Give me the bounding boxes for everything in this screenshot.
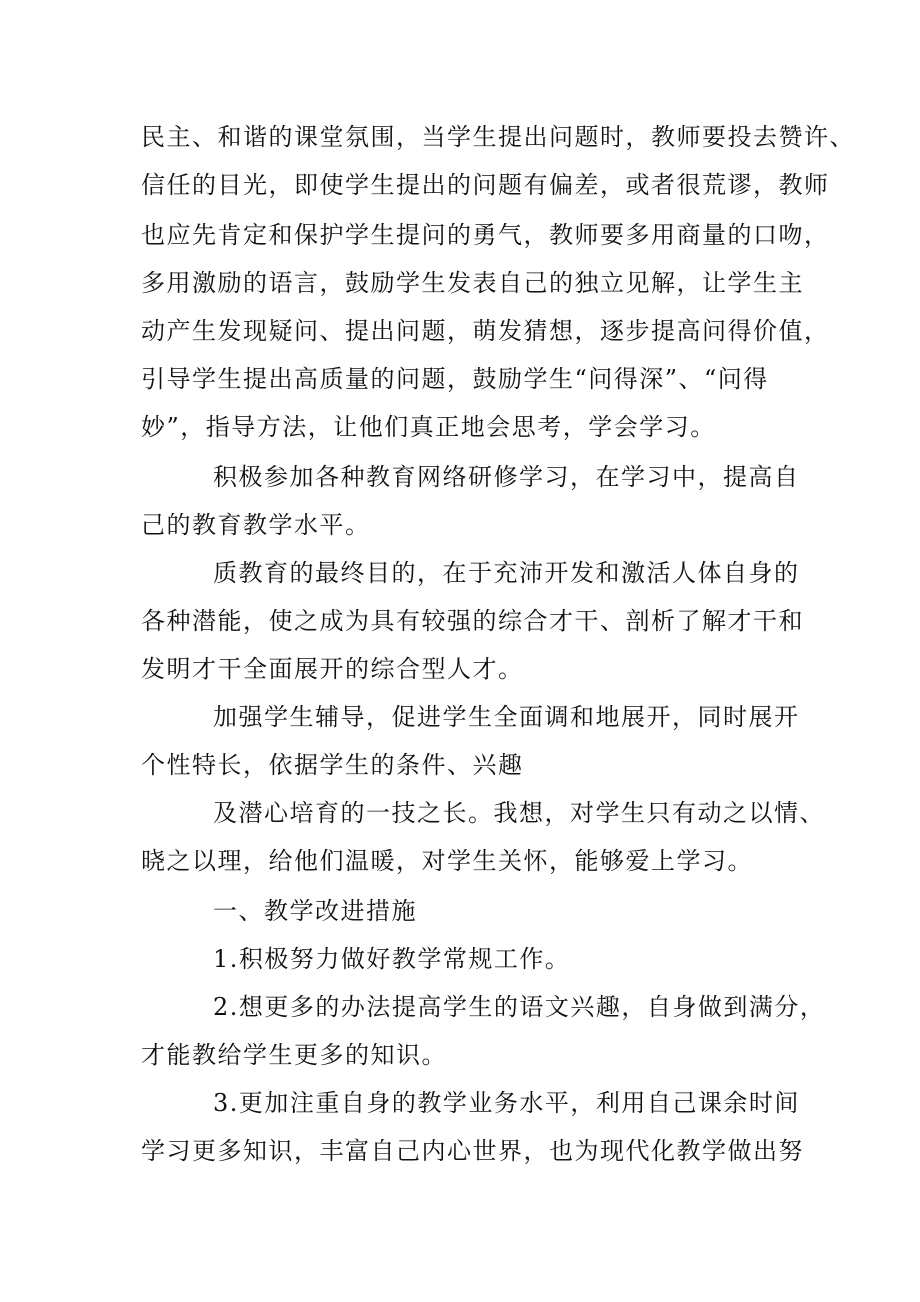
text-line: 妙”，指导方法，让他们真正地会思考，学会学习。 bbox=[141, 413, 716, 441]
text-line: 民主、和谐的课堂氛围，当学生提出问题时，教师要投去赞许、 bbox=[141, 123, 855, 151]
text-line: 个性特长，依据学生的条件、兴趣 bbox=[141, 751, 524, 779]
list-item-3: 3.更加注重自身的教学业务水平，利用自己课余时间 bbox=[213, 1089, 800, 1117]
list-item-1: 1.积极努力做好教学常规工作。 bbox=[213, 945, 571, 973]
paragraph-first-line: 积极参加各种教育网络研修学习，在学习中，提高自 bbox=[213, 463, 800, 491]
paragraph-first-line: 及潜心培育的一技之长。我想，对学生只有动之以情、 bbox=[213, 799, 825, 827]
text-line: 引导学生提出高质量的问题，鼓励学生“问得深”、“问得 bbox=[141, 365, 769, 393]
text-line: 信任的目光，即使学生提出的问题有偏差，或者很荒谬，教师 bbox=[141, 171, 830, 199]
text-line: 也应先肯定和保护学生提问的勇气，教师要多用商量的口吻， bbox=[141, 221, 830, 249]
list-item-2: 2.想更多的办法提高学生的语文兴趣，自身做到满分， bbox=[213, 993, 826, 1021]
text-line: 发明才干全面展开的综合型人才。 bbox=[141, 655, 524, 683]
text-line: 学习更多知识，丰富自己内心世界，也为现代化教学做出努 bbox=[141, 1137, 804, 1165]
text-line: 动产生发现疑问、提出问题，萌发猜想，逐步提高问得价值， bbox=[141, 317, 830, 345]
text-line: 才能教给学生更多的知识。 bbox=[141, 1041, 447, 1069]
paragraph-first-line: 加强学生辅导，促进学生全面调和地展开，同时展开 bbox=[213, 703, 800, 731]
section-heading: 一、教学改进措施 bbox=[213, 897, 417, 925]
paragraph-first-line: 质教育的最终目的，在于充沛开发和激活人体自身的 bbox=[213, 559, 800, 587]
text-line: 各种潜能，使之成为具有较强的综合才干、剖析了解才干和 bbox=[141, 607, 804, 635]
text-line: 多用激励的语言，鼓励学生发表自己的独立见解，让学生主 bbox=[141, 269, 804, 297]
text-line: 晓之以理，给他们温暖，对学生关怀，能够爱上学习。 bbox=[141, 847, 753, 875]
text-line: 己的教育教学水平。 bbox=[141, 511, 371, 539]
